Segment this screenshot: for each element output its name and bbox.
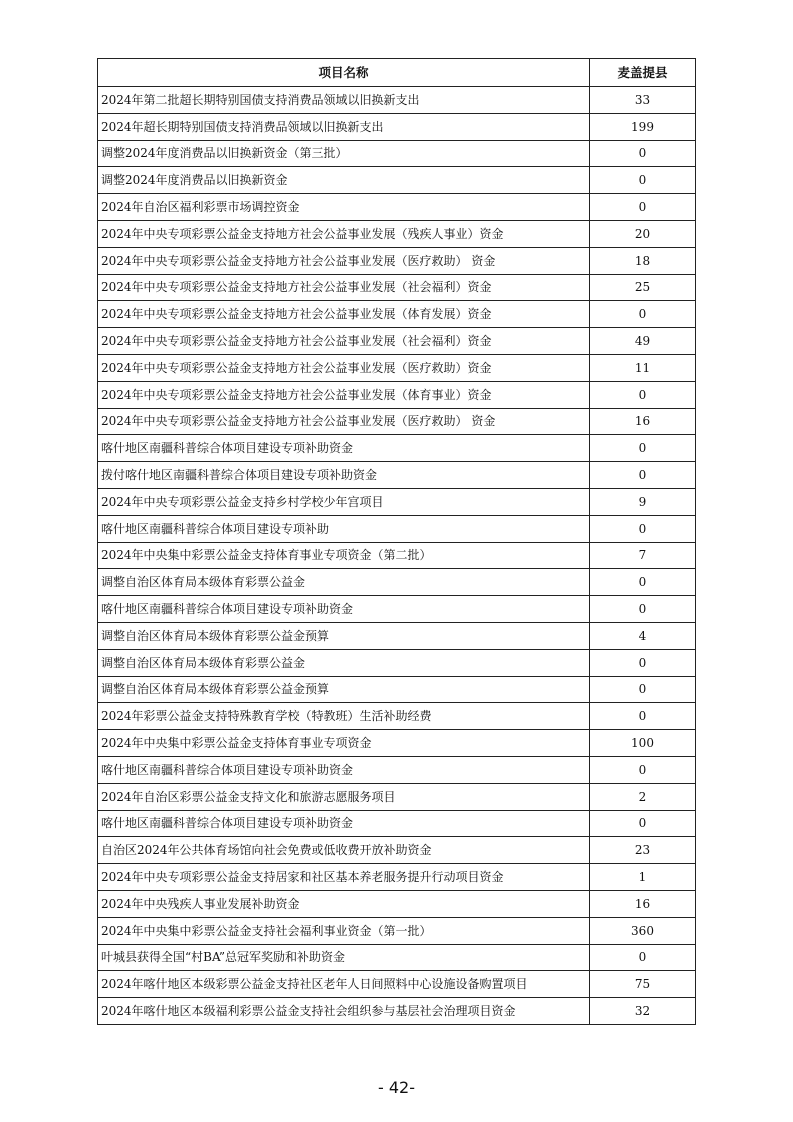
project-name-cell: 自治区2024年公共体育场馆向社会免费或低收费开放补助资金 [98, 837, 590, 864]
project-name-cell: 2024年中央专项彩票公益金支持地方社会公益事业发展（体育发展）资金 [98, 301, 590, 328]
table-row [98, 435, 696, 462]
project-name-cell: 调整自治区体育局本级体育彩票公益金预算 [98, 676, 590, 703]
amount-cell: 0 [590, 756, 696, 783]
amount-cell: 0 [590, 569, 696, 596]
amount-cell: 0 [590, 703, 696, 730]
amount-cell: 100 [590, 730, 696, 757]
project-name-cell: 喀什地区南疆科普综合体项目建设专项补助 [98, 515, 590, 542]
column-header-project-name: 项目名称 [98, 59, 590, 87]
table-row [98, 247, 696, 274]
project-name-cell: 调整自治区体育局本级体育彩票公益金 [98, 649, 590, 676]
amount-cell: 1 [590, 864, 696, 891]
project-name-cell: 2024年彩票公益金支持特殊教育学校（特教班）生活补助经费 [98, 703, 590, 730]
table-row [98, 167, 696, 194]
amount-cell: 0 [590, 167, 696, 194]
amount-cell: 32 [590, 998, 696, 1025]
amount-cell: 0 [590, 649, 696, 676]
project-name-cell: 2024年中央专项彩票公益金支持地方社会公益事业发展（医疗救助）资金 [98, 354, 590, 381]
project-name-cell: 2024年自治区彩票公益金支持文化和旅游志愿服务项目 [98, 783, 590, 810]
budget-table-container [97, 58, 695, 1025]
table-row [98, 515, 696, 542]
project-name-cell: 2024年中央专项彩票公益金支持地方社会公益事业发展（医疗救助） 资金 [98, 408, 590, 435]
amount-cell: 9 [590, 488, 696, 515]
table-row [98, 194, 696, 221]
table-row [98, 676, 696, 703]
amount-cell: 11 [590, 354, 696, 381]
project-name-cell: 喀什地区南疆科普综合体项目建设专项补助资金 [98, 596, 590, 623]
table-row [98, 140, 696, 167]
project-name-cell: 2024年中央专项彩票公益金支持地方社会公益事业发展（社会福利）资金 [98, 328, 590, 355]
project-name-cell: 2024年中央集中彩票公益金支持体育事业专项资金（第二批） [98, 542, 590, 569]
project-name-cell: 2024年中央专项彩票公益金支持乡村学校少年宫项目 [98, 488, 590, 515]
table-row [98, 301, 696, 328]
project-name-cell: 2024年喀什地区本级福利彩票公益金支持社会组织参与基层社会治理项目资金 [98, 998, 590, 1025]
table-row [98, 354, 696, 381]
amount-cell: 0 [590, 435, 696, 462]
table-row [98, 596, 696, 623]
column-header-county: 麦盖提县 [590, 59, 696, 87]
amount-cell: 0 [590, 515, 696, 542]
amount-cell: 0 [590, 301, 696, 328]
table-body [98, 87, 696, 1025]
project-name-cell: 2024年中央专项彩票公益金支持地方社会公益事业发展（体育事业）资金 [98, 381, 590, 408]
project-name-cell: 2024年中央专项彩票公益金支持地方社会公益事业发展（残疾人事业）资金 [98, 220, 590, 247]
project-name-cell: 喀什地区南疆科普综合体项目建设专项补助资金 [98, 756, 590, 783]
table-row [98, 730, 696, 757]
project-name-cell: 喀什地区南疆科普综合体项目建设专项补助资金 [98, 435, 590, 462]
table-row [98, 864, 696, 891]
amount-cell: 0 [590, 810, 696, 837]
amount-cell: 33 [590, 87, 696, 114]
project-name-cell: 调整2024年度消费品以旧换新资金（第三批） [98, 140, 590, 167]
project-name-cell: 叶城县获得全国“村BA”总冠军奖励和补助资金 [98, 944, 590, 971]
amount-cell: 49 [590, 328, 696, 355]
project-name-cell: 2024年超长期特别国债支持消费品领域以旧换新支出 [98, 113, 590, 140]
project-name-cell: 调整自治区体育局本级体育彩票公益金预算 [98, 622, 590, 649]
table-row [98, 220, 696, 247]
project-name-cell: 2024年第二批超长期特别国债支持消费品领域以旧换新支出 [98, 87, 590, 114]
table-row [98, 890, 696, 917]
table-row [98, 328, 696, 355]
table-row [98, 703, 696, 730]
amount-cell: 18 [590, 247, 696, 274]
table-row [98, 542, 696, 569]
amount-cell: 16 [590, 890, 696, 917]
page-number: - 42- [378, 1078, 415, 1097]
amount-cell: 20 [590, 220, 696, 247]
project-name-cell: 2024年中央专项彩票公益金支持居家和社区基本养老服务提升行动项目资金 [98, 864, 590, 891]
table-row [98, 113, 696, 140]
table-row [98, 274, 696, 301]
amount-cell: 16 [590, 408, 696, 435]
table-row [98, 649, 696, 676]
table-row [98, 622, 696, 649]
amount-cell: 360 [590, 917, 696, 944]
amount-cell: 0 [590, 194, 696, 221]
project-name-cell: 2024年中央专项彩票公益金支持地方社会公益事业发展（社会福利）资金 [98, 274, 590, 301]
amount-cell: 199 [590, 113, 696, 140]
table-row [98, 944, 696, 971]
amount-cell: 0 [590, 381, 696, 408]
amount-cell: 0 [590, 462, 696, 489]
project-name-cell: 2024年喀什地区本级彩票公益金支持社区老年人日间照料中心设施设备购置项目 [98, 971, 590, 998]
table-row [98, 783, 696, 810]
table-row [98, 408, 696, 435]
amount-cell: 4 [590, 622, 696, 649]
table-row [98, 87, 696, 114]
project-name-cell: 调整2024年度消费品以旧换新资金 [98, 167, 590, 194]
amount-cell: 0 [590, 596, 696, 623]
table-row [98, 569, 696, 596]
project-name-cell: 2024年中央专项彩票公益金支持地方社会公益事业发展（医疗救助） 资金 [98, 247, 590, 274]
table-row [98, 971, 696, 998]
project-name-cell: 2024年中央集中彩票公益金支持社会福利事业资金（第一批） [98, 917, 590, 944]
table-header-row [98, 59, 696, 87]
amount-cell: 75 [590, 971, 696, 998]
table-row [98, 917, 696, 944]
table-row [98, 381, 696, 408]
table-row [98, 810, 696, 837]
table-row [98, 837, 696, 864]
project-name-cell: 2024年自治区福利彩票市场调控资金 [98, 194, 590, 221]
project-name-cell: 2024年中央集中彩票公益金支持体育事业专项资金 [98, 730, 590, 757]
table-row [98, 756, 696, 783]
project-name-cell: 拨付喀什地区南疆科普综合体项目建设专项补助资金 [98, 462, 590, 489]
amount-cell: 25 [590, 274, 696, 301]
project-name-cell: 喀什地区南疆科普综合体项目建设专项补助资金 [98, 810, 590, 837]
amount-cell: 0 [590, 140, 696, 167]
amount-cell: 0 [590, 944, 696, 971]
table-row [98, 462, 696, 489]
amount-cell: 2 [590, 783, 696, 810]
project-name-cell: 调整自治区体育局本级体育彩票公益金 [98, 569, 590, 596]
budget-table [97, 58, 696, 1025]
amount-cell: 7 [590, 542, 696, 569]
project-name-cell: 2024年中央残疾人事业发展补助资金 [98, 890, 590, 917]
table-row [98, 998, 696, 1025]
amount-cell: 0 [590, 676, 696, 703]
amount-cell: 23 [590, 837, 696, 864]
table-row [98, 488, 696, 515]
